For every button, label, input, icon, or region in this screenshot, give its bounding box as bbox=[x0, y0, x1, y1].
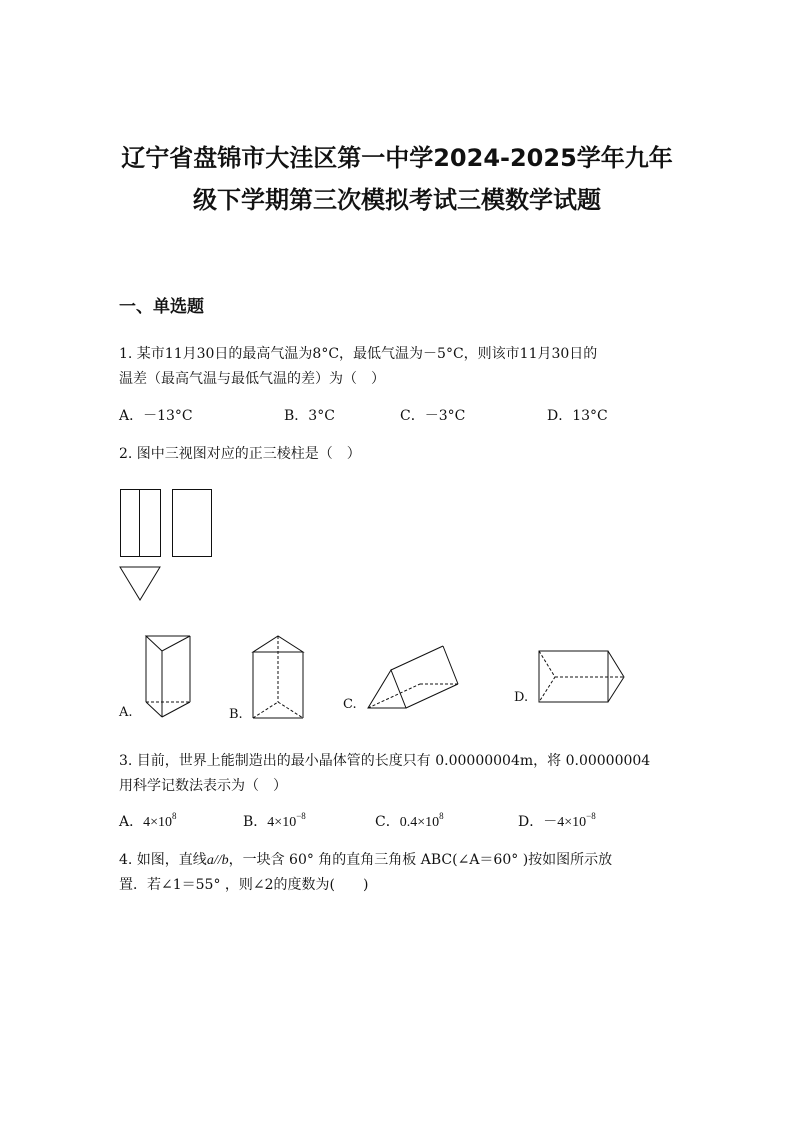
q4-parallel-sign: // bbox=[213, 853, 222, 868]
q3-option-d-base: －4×10 bbox=[543, 815, 587, 830]
q3-option-c bbox=[375, 811, 444, 831]
q1-option-d: D．13°C bbox=[547, 408, 608, 424]
q3-option-a-base: 4×10 bbox=[143, 815, 173, 830]
q3-option-d bbox=[518, 811, 596, 831]
q3-option-c-letter: C． bbox=[375, 814, 400, 830]
q3-option-b-letter: B． bbox=[243, 814, 268, 830]
q4-text-rest: ，一块含 60° 角的直角三角板 ABC(∠A＝60° )按如图所示放 bbox=[228, 852, 613, 868]
q3-text-line2: 用科学记数法表示为（ ） bbox=[119, 778, 287, 794]
q3-option-d-letter: D． bbox=[518, 814, 544, 830]
q4-var-b: b bbox=[221, 853, 229, 868]
q3-option-b-exp: −8 bbox=[296, 811, 306, 821]
q3-option-c-base: 0.4×10 bbox=[399, 815, 440, 830]
q4-text-line2: 置．若∠1＝55° ，则∠2的度数为( ) bbox=[119, 877, 369, 893]
q2-label-b: B. bbox=[229, 707, 243, 722]
q2-label-a: A. bbox=[119, 705, 133, 720]
q1-option-c: C．－3°C bbox=[400, 408, 466, 424]
q1-option-b: B．3°C bbox=[284, 408, 335, 424]
q4-var-a: a bbox=[206, 853, 214, 868]
q3-option-b-base: 4×10 bbox=[267, 815, 297, 830]
document-title-line1: 辽宁省盘锦市大洼区第一中学2024-2025学年九年 bbox=[121, 144, 673, 172]
q4-text-line1 bbox=[119, 849, 612, 869]
q4-text-intro: 4. 如图，直线 bbox=[119, 852, 207, 868]
q3-option-c-exp: 8 bbox=[439, 811, 444, 821]
q2-label-d: D. bbox=[514, 690, 529, 705]
q1-text-line2: 温差（最高气温与最低气温的差）为（ ） bbox=[119, 371, 385, 387]
section-heading: 一、单选题 bbox=[119, 297, 204, 317]
q3-option-d-exp: −8 bbox=[586, 811, 596, 821]
q3-text-line1: 3. 目前，世界上能制造出的最小晶体管的长度只有 0.00000004m，将 0.00000004 bbox=[119, 753, 651, 769]
q2-label-c: C. bbox=[343, 697, 357, 712]
document-title-line2: 级下学期第三次模拟考试三模数学试题 bbox=[193, 186, 601, 214]
q1-option-a: A．－13°C bbox=[119, 408, 193, 424]
q3-option-b bbox=[243, 811, 306, 831]
q1-text-line1: 1. 某市11月30日的最高气温为8°C，最低气温为－5°C，则该市11月30日的 bbox=[119, 346, 598, 362]
q3-option-a bbox=[119, 811, 177, 831]
q3-option-a-exp: 8 bbox=[172, 811, 177, 821]
q3-option-a-letter: A． bbox=[119, 814, 144, 830]
q2-text: 2. 图中三视图对应的正三棱柱是（ ） bbox=[119, 446, 361, 462]
